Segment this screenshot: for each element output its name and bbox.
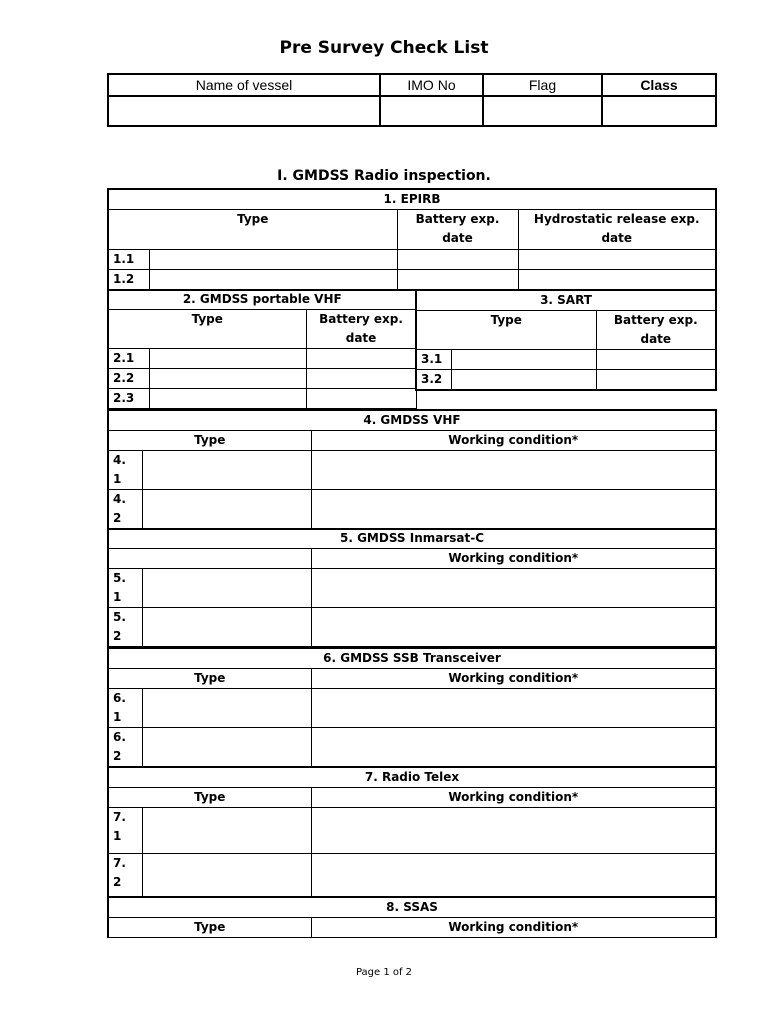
row-number: 3.1 — [416, 350, 451, 370]
radio-telex-working-header: Working condition* — [311, 788, 716, 808]
ssb-type-field[interactable] — [142, 728, 311, 768]
epirb-type-header: Type — [108, 210, 397, 250]
portable-vhf-type-field[interactable] — [149, 389, 306, 410]
gmdss-vhf-working-header: Working condition* — [311, 431, 716, 451]
epirb-type-field[interactable] — [149, 270, 397, 291]
radio-telex-type-field[interactable] — [142, 808, 311, 854]
name-of-vessel-field[interactable] — [108, 96, 380, 126]
sart-table — [415, 289, 717, 391]
ssb-heading: 6. GMDSS SSB Transceiver — [108, 648, 716, 669]
epirb-hydro-header: Hydrostatic release exp. date — [518, 210, 716, 250]
row-number: 4. 1 — [108, 451, 142, 490]
class-field[interactable] — [602, 96, 716, 126]
ssb-type-field[interactable] — [142, 689, 311, 728]
row-number: 7. 2 — [108, 854, 142, 897]
row-number: 2.2 — [108, 369, 149, 389]
radio-telex-working-field[interactable] — [311, 808, 716, 854]
row-number: 3.2 — [416, 370, 451, 391]
gmdss-vhf-table — [107, 409, 717, 530]
portable-vhf-battery-header: Battery exp. date — [306, 310, 416, 349]
ssb-working-field[interactable] — [311, 728, 716, 768]
portable-vhf-type-header: Type — [108, 310, 306, 349]
ssb-working-field[interactable] — [311, 689, 716, 728]
gmdss-vhf-type-field[interactable] — [142, 451, 311, 490]
vessel-info-table — [107, 73, 717, 127]
row-number: 2.3 — [108, 389, 149, 410]
row-number: 4. 2 — [108, 490, 142, 530]
ssb-working-header: Working condition* — [311, 669, 716, 689]
epirb-heading: 1. EPIRB — [108, 189, 716, 210]
ssas-heading: 8. SSAS — [108, 897, 716, 918]
gmdss-vhf-type-header: Type — [108, 431, 311, 451]
epirb-battery-field[interactable] — [397, 270, 518, 291]
epirb-hydro-field[interactable] — [518, 270, 716, 291]
radio-telex-table — [107, 766, 717, 898]
sart-type-header: Type — [416, 311, 596, 350]
section-title: I. GMDSS Radio inspection. — [277, 168, 491, 184]
sart-battery-field[interactable] — [596, 370, 716, 391]
sart-type-field[interactable] — [451, 370, 596, 391]
sart-battery-header: Battery exp. date — [596, 311, 716, 350]
portable-vhf-type-field[interactable] — [149, 369, 306, 389]
epirb-type-field[interactable] — [149, 250, 397, 270]
inmarsat-working-field[interactable] — [311, 608, 716, 648]
radio-telex-type-header: Type — [108, 788, 311, 808]
sart-type-field[interactable] — [451, 350, 596, 370]
imo-no-field[interactable] — [380, 96, 483, 126]
row-number: 7. 1 — [108, 808, 142, 854]
portable-vhf-type-field[interactable] — [149, 349, 306, 369]
gmdss-vhf-working-field[interactable] — [311, 490, 716, 530]
ssb-table — [107, 647, 717, 768]
gmdss-vhf-type-field[interactable] — [142, 490, 311, 530]
radio-telex-heading: 7. Radio Telex — [108, 767, 716, 788]
portable-vhf-battery-field[interactable] — [306, 349, 416, 369]
row-number: 2.1 — [108, 349, 149, 369]
epirb-hydro-field[interactable] — [518, 250, 716, 270]
imo-no-header: IMO No — [380, 74, 483, 96]
radio-telex-type-field[interactable] — [142, 854, 311, 897]
flag-header: Flag — [483, 74, 602, 96]
epirb-table — [107, 188, 717, 291]
row-number: 5. 1 — [108, 569, 142, 608]
flag-field[interactable] — [483, 96, 602, 126]
sart-battery-field[interactable] — [596, 350, 716, 370]
portable-vhf-battery-field[interactable] — [306, 389, 416, 410]
gmdss-vhf-working-field[interactable] — [311, 451, 716, 490]
name-of-vessel-header: Name of vessel — [108, 74, 380, 96]
row-number: 1.2 — [108, 270, 149, 291]
inmarsat-table — [107, 528, 717, 648]
inmarsat-type-header — [108, 549, 311, 569]
row-number: 5. 2 — [108, 608, 142, 648]
ssas-type-header: Type — [108, 918, 311, 938]
ssas-table — [107, 896, 717, 938]
epirb-battery-field[interactable] — [397, 250, 518, 270]
row-number: 6. 2 — [108, 728, 142, 768]
row-number: 1.1 — [108, 250, 149, 270]
row-number: 6. 1 — [108, 689, 142, 728]
ssb-type-header: Type — [108, 669, 311, 689]
inmarsat-working-header: Working condition* — [311, 549, 716, 569]
page-footer: Page 1 of 2 — [355, 967, 413, 978]
portable-vhf-table — [107, 289, 417, 410]
portable-vhf-heading: 2. GMDSS portable VHF — [108, 290, 416, 310]
inmarsat-working-field[interactable] — [311, 569, 716, 608]
inmarsat-type-field[interactable] — [142, 569, 311, 608]
class-header: Class — [602, 74, 716, 96]
inmarsat-type-field[interactable] — [142, 608, 311, 648]
inmarsat-heading: 5. GMDSS Inmarsat-C — [108, 529, 716, 549]
sart-heading: 3. SART — [416, 290, 716, 311]
gmdss-vhf-heading: 4. GMDSS VHF — [108, 410, 716, 431]
radio-telex-working-field[interactable] — [311, 854, 716, 897]
page-title: Pre Survey Check List — [279, 38, 489, 58]
epirb-battery-header: Battery exp. date — [397, 210, 518, 250]
portable-vhf-battery-field[interactable] — [306, 369, 416, 389]
ssas-working-header: Working condition* — [311, 918, 716, 938]
